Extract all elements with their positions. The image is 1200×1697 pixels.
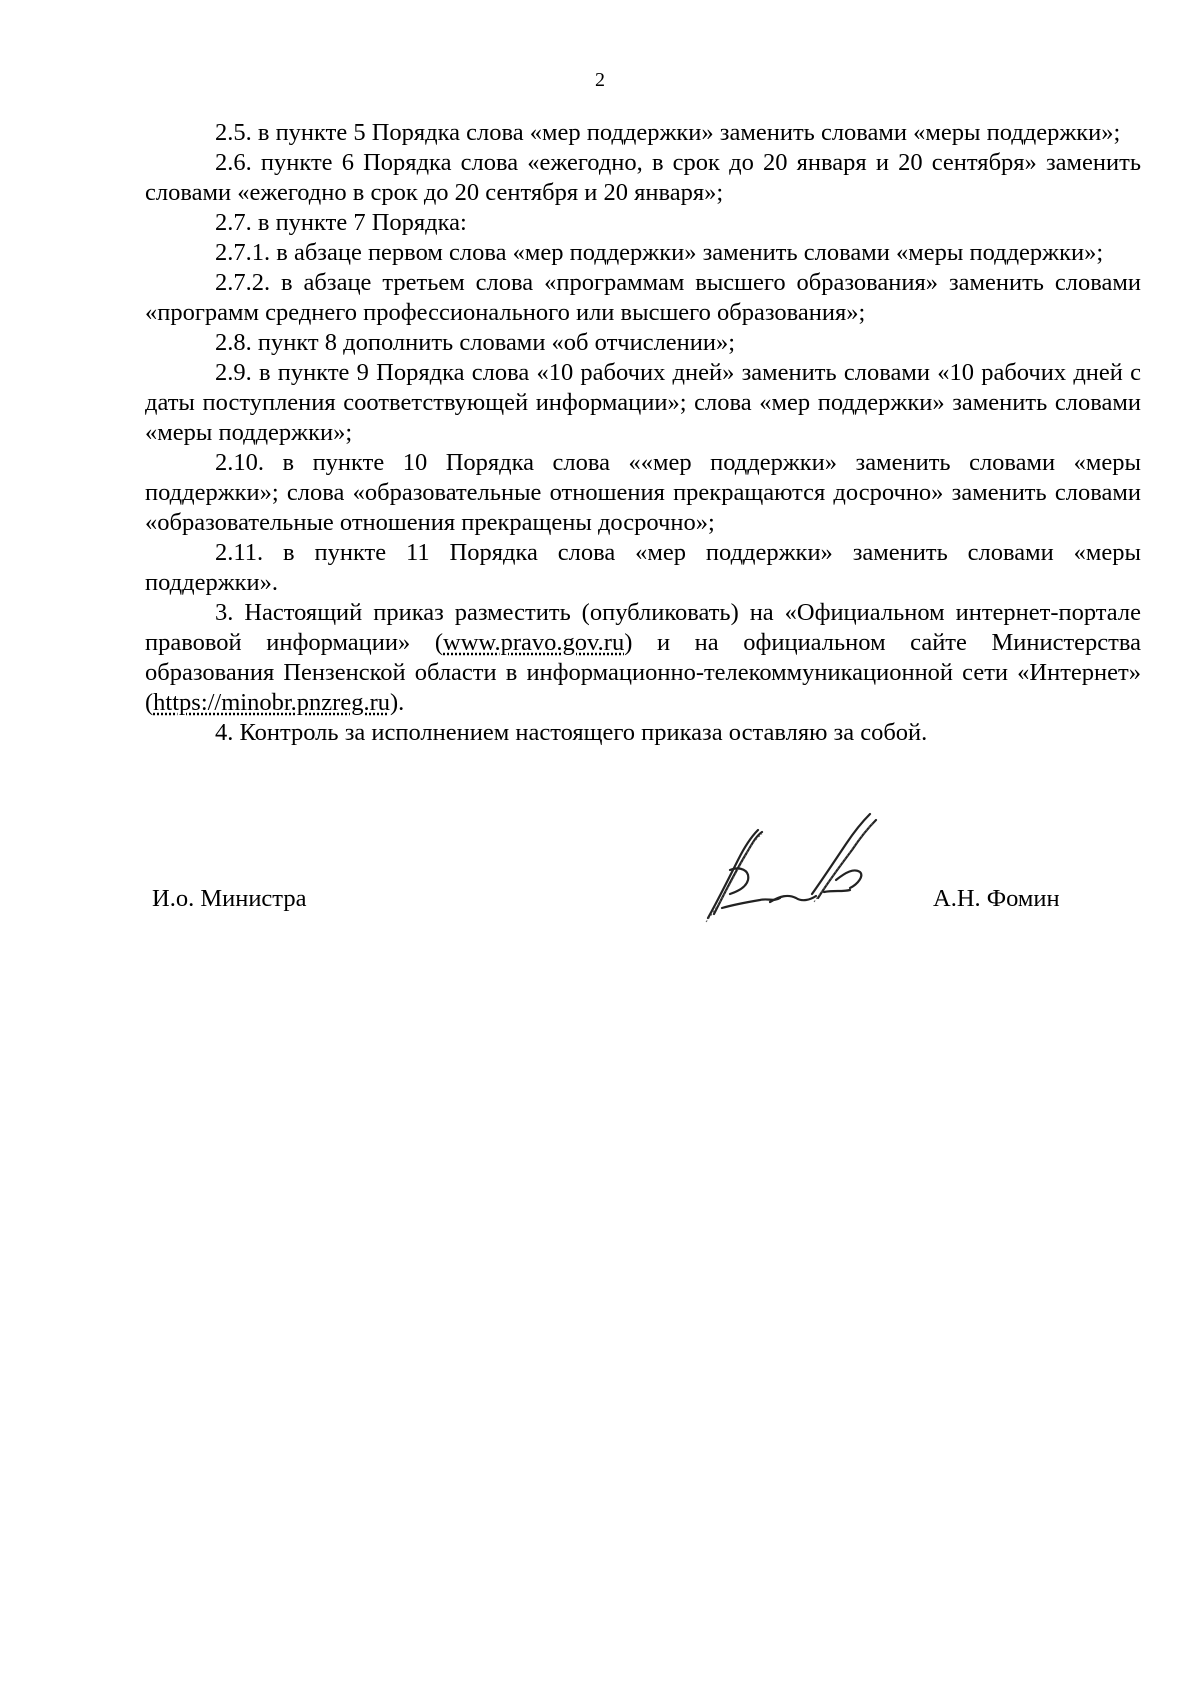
paragraph-2-9: 2.9. в пункте 9 Порядка слова «10 рабочих дней» заменить словами «10 рабочих дней с даты поступления соответствующей информации»; слова «мер поддержки» заменить словами «меры поддержки»; xyxy=(145,359,1141,446)
document-body xyxy=(145,118,1141,748)
handwritten-signature xyxy=(700,810,900,925)
paragraph-2-7-2: 2.7.2. в абзаце третьем слова «программам высшего образования» заменить словами «программ среднего профессионального или высшего образования»; xyxy=(145,269,1141,326)
page-number: 2 xyxy=(595,69,605,91)
paragraph-2-7-1: 2.7.1. в абзаце первом слова «мер поддержки» заменить словами «меры поддержки»; xyxy=(215,239,1104,266)
paragraph-4-control: 4. Контроль за исполнением настоящего приказа оставляю за собой. xyxy=(215,719,928,746)
publication-text-3: ). xyxy=(389,689,405,716)
signatory-position: И.о. Министра xyxy=(152,885,307,912)
paragraph-2-5: 2.5. в пункте 5 Порядка слова «мер поддержки» заменить словами «меры поддержки»; xyxy=(215,119,1121,146)
publication-text-2: ) и на официальном сайте Министерства образования Пензенской области в информационно-телекоммуникационной сети «Интернет» ( xyxy=(145,629,1141,716)
paragraph-2-6: 2.6. пункте 6 Порядка слова «ежегодно, в срок до 20 января и 20 сентября» заменить словами «ежегодно в срок до 20 сентября и 20 января»; xyxy=(145,149,1141,206)
paragraph-2-11: 2.11. в пункте 11 Порядка слова «мер поддержки» заменить словами «меры поддержки». xyxy=(145,539,1141,596)
paragraph-2-7: 2.7. в пункте 7 Порядка: xyxy=(215,209,467,236)
paragraph-3-publication xyxy=(145,598,1141,718)
minobr-site-link[interactable]: https://minobr.pnzreg.ru xyxy=(153,689,390,716)
paragraph-2-8: 2.8. пункт 8 дополнить словами «об отчислении»; xyxy=(215,329,736,356)
publication-text-1: 3. Настоящий приказ разместить (опубликовать) на «Официальном интернет-портале правовой информации» ( xyxy=(145,599,1141,656)
pravo-gov-link[interactable]: www.pravo.gov.ru xyxy=(443,629,625,656)
paragraph-2-10: 2.10. в пункте 10 Порядка слова ««мер поддержки» заменить словами «меры поддержки»; слова «образовательные отношения прекращаются досрочно» заменить словами «образовательные отношения прекращены досрочно»; xyxy=(145,449,1141,536)
signatory-name: А.Н. Фомин xyxy=(933,885,1060,912)
